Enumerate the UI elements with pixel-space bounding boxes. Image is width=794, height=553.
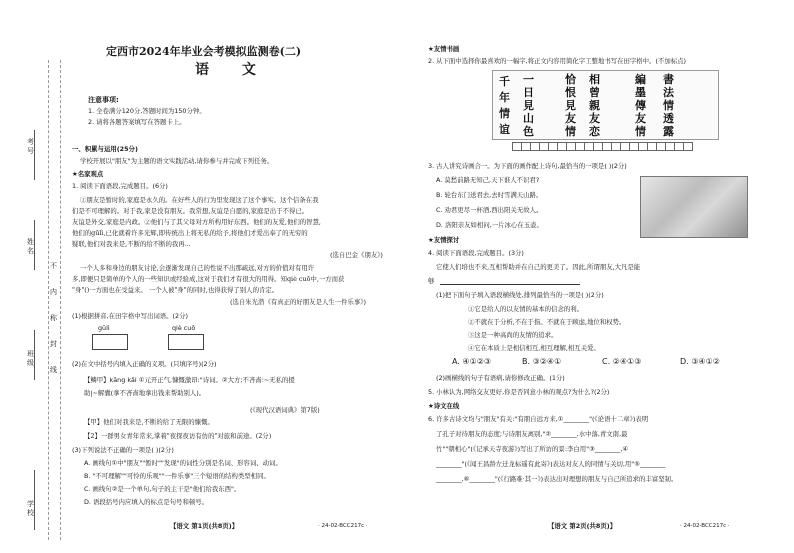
passage-line: 多,即便只是简单的个人的一些知识或经验成,这对于我们才有很大的用得。知qiè cuō中,一方而获 [72,275,345,283]
calligraphy-char: 恰 [565,73,576,86]
answer-grid[interactable] [168,334,204,350]
subject-title: 语 文 [195,62,270,78]
option-a: A. 莫愁前路无知己,天下谁人不识君? [436,176,540,184]
dictionary-entry: 【鳞甲】kāng kǎi ①元开正气,慷慨激昂:"诗词。②大方;不吝啬:~无私的援 [84,376,295,384]
passage-line: "身"()一方面也在受益来。 一个人被"身"的同时,也得获得了别人的肯定。 [72,286,279,294]
class-label: 班级 [27,350,34,367]
exam-no-field[interactable] [34,130,36,180]
calligraphy-char: 谊 [499,123,510,136]
name-label: 姓名 [27,238,34,255]
calligraphy-panel [492,70,719,140]
calligraphy-char: 見 [523,99,534,112]
answer-blank[interactable] [440,284,580,285]
calligraphy-char: 見 [565,99,576,112]
question-6-line: ________"(《闻王昌龄左迁龙标遥有此寄》)表达对友人的同情与关切,用"⑤________ [436,460,666,468]
sentence-option: ④它在本质上是相信相互,相互理解,相互关爱。 [468,344,600,352]
sentence-option: ③这是一种高尚的友情的追求。 [468,331,558,339]
question-3: 3. 古人讲究诗画合一。为下面的画作配上诗句,最恰当的一项是( )(2分) [428,162,627,170]
question-2: 2. 从下面中选择你最喜欢的一幅字,将正文内容用简化字工整地书写在田字格中。(不加标点) [428,57,686,65]
calligraphy-char: 友 [589,112,600,125]
calligraphy-char: 書 [663,73,674,86]
calligraphy-char: 情 [499,107,510,120]
calligraphy-char: 色 [523,125,534,138]
option-d: D. 语段括号内应填入的标点是句号和顿号。 [84,498,209,506]
painting-image [640,176,748,238]
cut-char: 线 [50,366,57,374]
pinyin: gūlì [98,324,110,332]
calligraphy-char: 透 [663,112,674,125]
choice-d: D. ③④①② [680,357,720,366]
section-heading: 一、积累与运用(25分) [72,145,138,153]
option-a: A. 画线句①中"朋友""暂时""发现"的词性分别是名词、形容词、动词。 [84,459,282,467]
option-c: C. 劝君更尽一杯酒,西出阳关无故人。 [436,206,543,214]
question-4-1: (1)把下面句子填入语段横线处,排列最恰当的一项是( )(2分) [436,291,604,299]
question-1-3: (3)下列说法不正确的一项是( )(2分) [72,446,174,454]
source-citation: (选自巴金《朋友》) [330,251,383,259]
sentence-option: ①它是给人的以友情的基本的信念的利。 [468,305,584,313]
page-code: · 24-02-BCC217c · [680,523,730,529]
question-6-line: 了孔子对待朋友的态度;与诗朋友离别,"②________,水中落,青文南,最 [436,430,628,438]
notice-item: 1. 全卷满分120分,答题时间为150分钟。 [88,107,206,115]
calligraphy-char: 千 [499,75,510,88]
sentence-a: 【甲】他们对我来是,不断的给了无限的慷慨。 [84,418,214,426]
intro-text: 学校开展以"朋友"为主题的语文实践活动,请你参与并完成下列任务。 [80,157,274,165]
cut-char: 内 [50,288,57,296]
cut-char: 称 [50,314,57,322]
option-b: B. 轮台东门送君去,去时雪满天山路。 [436,191,543,199]
question-4: 4. 阅读下面语段,完成题目。(3分) [428,249,524,257]
subsection-heading: ★友情书画 [428,45,460,53]
source-citation: (选自朱光潜《有真正的好朋友是人生一件乐事》) [230,298,366,306]
writing-grid[interactable] [512,142,692,151]
calligraphy-char: 日 [523,86,534,99]
notice-title: 注意事项: [88,96,119,104]
class-field[interactable] [34,330,36,380]
calligraphy-char: 傳 [635,99,646,112]
answer-grid[interactable] [92,334,128,350]
calligraphy-char: 相 [589,73,600,86]
passage-line: 它使人们培也不来,互相帮助并在自己的更美了。因此,所谓朋友,大凡是能 [436,263,641,271]
calligraphy-char: 年 [499,91,510,104]
pinyin: qiè cuō [172,324,196,332]
passage-line: 们是不可理解的。对于我,家是没有朋友。我常想,友谊是自愿的,家庭是出于不得已。 [72,207,309,215]
dictionary-source: (《现代汉语词典》第7版) [250,406,320,414]
option-b: B. "不可理解""可怜的乐观""一件乐事"三个短语的结构类型相同。 [84,472,270,480]
question-4-2: (2)画横线的句子有语病,请你修改正确。(1分) [436,374,565,382]
question-1: 1. 阅读下面语段,完成题目。(6分) [72,182,168,190]
subsection-heading: ★诗文在线 [428,402,460,410]
exam-title: 定西市2024年毕业会考模拟监测卷(二) [106,45,302,58]
question-6: 6. 许多古诗文均与"朋友"有关:"有朋自远方来,①________"(《论语十二章》)表明 [428,415,649,423]
calligraphy-char: 編 [635,73,646,86]
question-1-1: (1)根据拼音,在田字格中写出词语。(2分) [72,312,188,320]
calligraphy-char: 恨 [565,86,576,99]
calligraphy-char: 山 [523,112,534,125]
passage-line: 友谊是外交,家庭是内政。②他们与了其父母对方所构用好东西。他们的友爱,他们的智慧, [72,218,321,226]
passage-line: 他们的gūlì,已化就着许多光辉,即传统出上将无私的给予,将他们才爱出奉了的无穷的 [72,229,308,237]
calligraphy-char: 墨 [635,86,646,99]
question-6-line: ________,⑥________"(《行路难·其一》)表达出对理想的朋友与自己所追求的丰富坚韧。 [436,475,678,483]
passage-line: 一个人多和身边的朋友讨论,会逐渐发现自己的性说不出那疏远,对方的价值对有用许 [80,264,315,272]
option-d: D. 洛阳亲友如相问,一片冰心在玉壶。 [436,221,543,229]
school-field[interactable] [34,470,36,530]
choice-a: A. ④①②③ [452,357,492,366]
calligraphy-char: 曾 [589,86,600,99]
question-1-2: (2)在文中括号内填入正确的义项。(只填序号)(2分) [72,360,217,368]
page-code: · 24-02-BCC217c · [318,523,368,529]
passage-line: 够 [428,277,435,285]
calligraphy-char: 友 [565,112,576,125]
calligraphy-char: 恋 [589,125,600,138]
calligraphy-char: 法 [663,86,674,99]
exam-no-label: 考号 [27,138,34,155]
page-footer: 【语文 第1页(共8页)】 [170,522,239,530]
option-c: C. 画线句②是一个单句,句子的主干是"他们给我东西"。 [84,485,241,493]
choice-b: B. ③②④① [522,357,562,366]
calligraphy-char: 情 [565,125,576,138]
calligraphy-char: 友 [635,112,646,125]
passage-line: ①朋友是暂时的,家庭是永久的。在好些人的行为里发现这了这个事实。这个信条在我 [80,196,319,204]
choice-c: C. ②④①③ [602,357,642,366]
page-footer: 【语文 第2页(共8页)】 [548,522,617,530]
sentence-b: 【2】一群男女青年常来,掌着"夜探夜访有仿的"对旅和前途。(2分) [84,432,272,440]
cut-char: 不 [50,262,57,270]
dictionary-entry: 助|~解囊(拿不吝啬地拿出钱来帮助别人)。 [84,389,206,397]
question-5: 5. 小林认为,网络交友更好,你是否同意小林的观点?为什么?(2分) [428,388,610,396]
question-6-line: 竹""朝相心"(《记承天寺夜游》)写出了所访的景:李白用"③________,④ [436,445,629,453]
subsection-heading: ★友情探讨 [428,236,460,244]
calligraphy-char: 情 [663,99,674,112]
calligraphy-char: 親 [589,99,600,112]
name-field[interactable] [34,220,36,270]
cut-line [48,60,49,540]
calligraphy-char: 情 [635,125,646,138]
subsection-heading: ★名家观点 [72,170,104,178]
cut-line [60,60,61,540]
passage-line: 疑联,他们对我来是,不断的给不断的我再... [72,240,191,248]
cut-char: 封 [50,340,57,348]
school-label: 学校 [27,500,34,517]
sentence-option: ②不就在于分析,不在于指。不就在于顾虑,地位和权势。 [468,318,626,326]
notice-item: 2. 请将各题答案填写在答题卡上。 [88,118,186,126]
calligraphy-char: 露 [663,125,674,138]
calligraphy-char: 一 [523,73,534,86]
